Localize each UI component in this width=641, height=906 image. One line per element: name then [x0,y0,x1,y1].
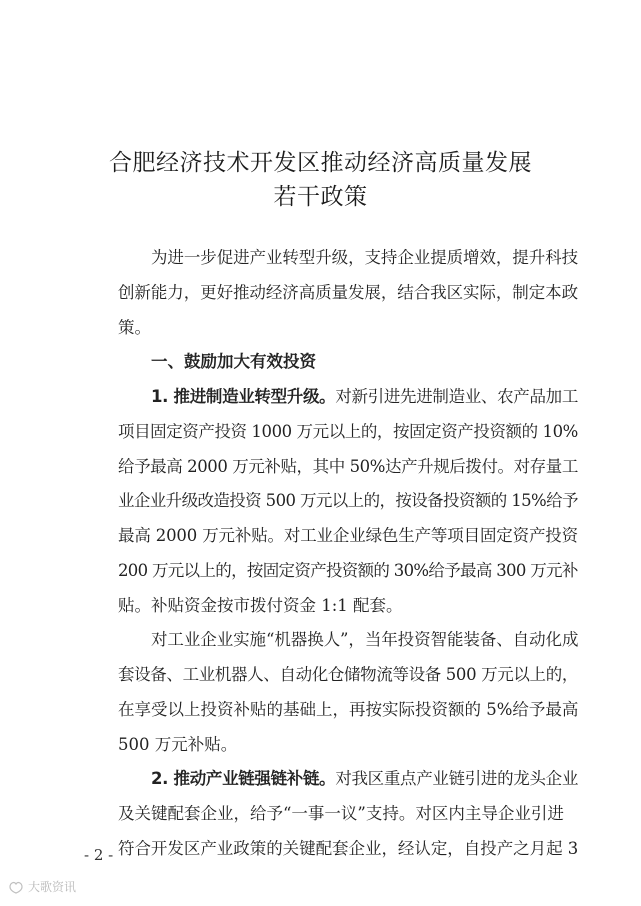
body-line [151,351,578,373]
item-text: 对我区重点产业链引进的龙头企业 [335,769,579,789]
body-line [118,490,578,512]
body-line [118,456,578,478]
body-line [118,282,578,304]
item-lead: 2. 推动产业链强链补链。 [151,769,336,789]
body-line [118,838,578,860]
document-title-line1: 合肥经济技术开发区推动经济高质量发展 [109,150,532,176]
line-text: 对工业企业实施“机器换人”，当年投资智能装备、自动化成 [151,630,579,650]
body-line [151,386,578,408]
body-line [118,699,578,721]
line-text: 项目固定资产投资 1000 万元以上的，按固定资产投资额的 10% [118,421,578,441]
watermark-text: 大歌资讯 [28,880,77,894]
line-text: 及关键配套企业，给予“一事一议”支持。对区内主导企业引进 [118,804,564,823]
watermark [8,878,76,895]
line-text: 给予最高 2000 万元补贴，其中 50%达产升规后拨付。对存量工 [118,456,578,476]
line-text: 在享受以上投资补贴的基础上，再按实际投资额的 5%给予最高 [118,699,579,719]
body-line [118,595,578,617]
line-text: 贴。补贴资金按市拨付资金 1:1 配套。 [118,595,403,615]
line-text: 套设备、工业机器人、自动化仓储物流等设备 500 万元以上的， [118,665,578,684]
body-line [118,664,578,686]
line-text: 最高 2000 万元补贴。对工业企业绿色生产等项目固定资产投资 [118,526,578,545]
line-text: 创新能力，更好推动经济高质量发展，结合我区实际，制定本政 [118,282,579,302]
page-number: - 2 - [84,846,114,864]
watermark-logo-icon [8,880,24,894]
body-line [151,629,578,651]
item-lead: 1. 推进制造业转型升级。 [151,387,336,406]
line-text: 500 万元补贴。 [118,734,238,754]
line-text: 策。 [118,317,151,337]
line-text: 为进一步促进产业转型升级，支持企业提质增效，提升科技 [151,248,579,267]
body-line [118,734,578,756]
body-line [118,421,578,443]
line-text: 200 万元以上的，按固定资产投资额的 30%给予最高 300 万元补 [118,560,578,580]
section-heading: 一、鼓励加大有效投资 [151,352,316,372]
body-line [118,560,578,582]
line-text: 业企业升级改造投资 500 万元以上的，按设备投资额的 15%给予 [118,491,578,511]
body-line [151,768,578,790]
body-line [118,803,578,825]
line-text: 符合开发区产业政策的关键配套企业，经认定，自投产之月起 3 [118,838,579,858]
body-line [151,247,578,269]
body-line [118,317,578,339]
document-title-line2: 若干政策 [273,184,368,210]
item-text: 对新引进先进制造业、农产品加工 [335,387,579,406]
body-line [118,525,578,547]
